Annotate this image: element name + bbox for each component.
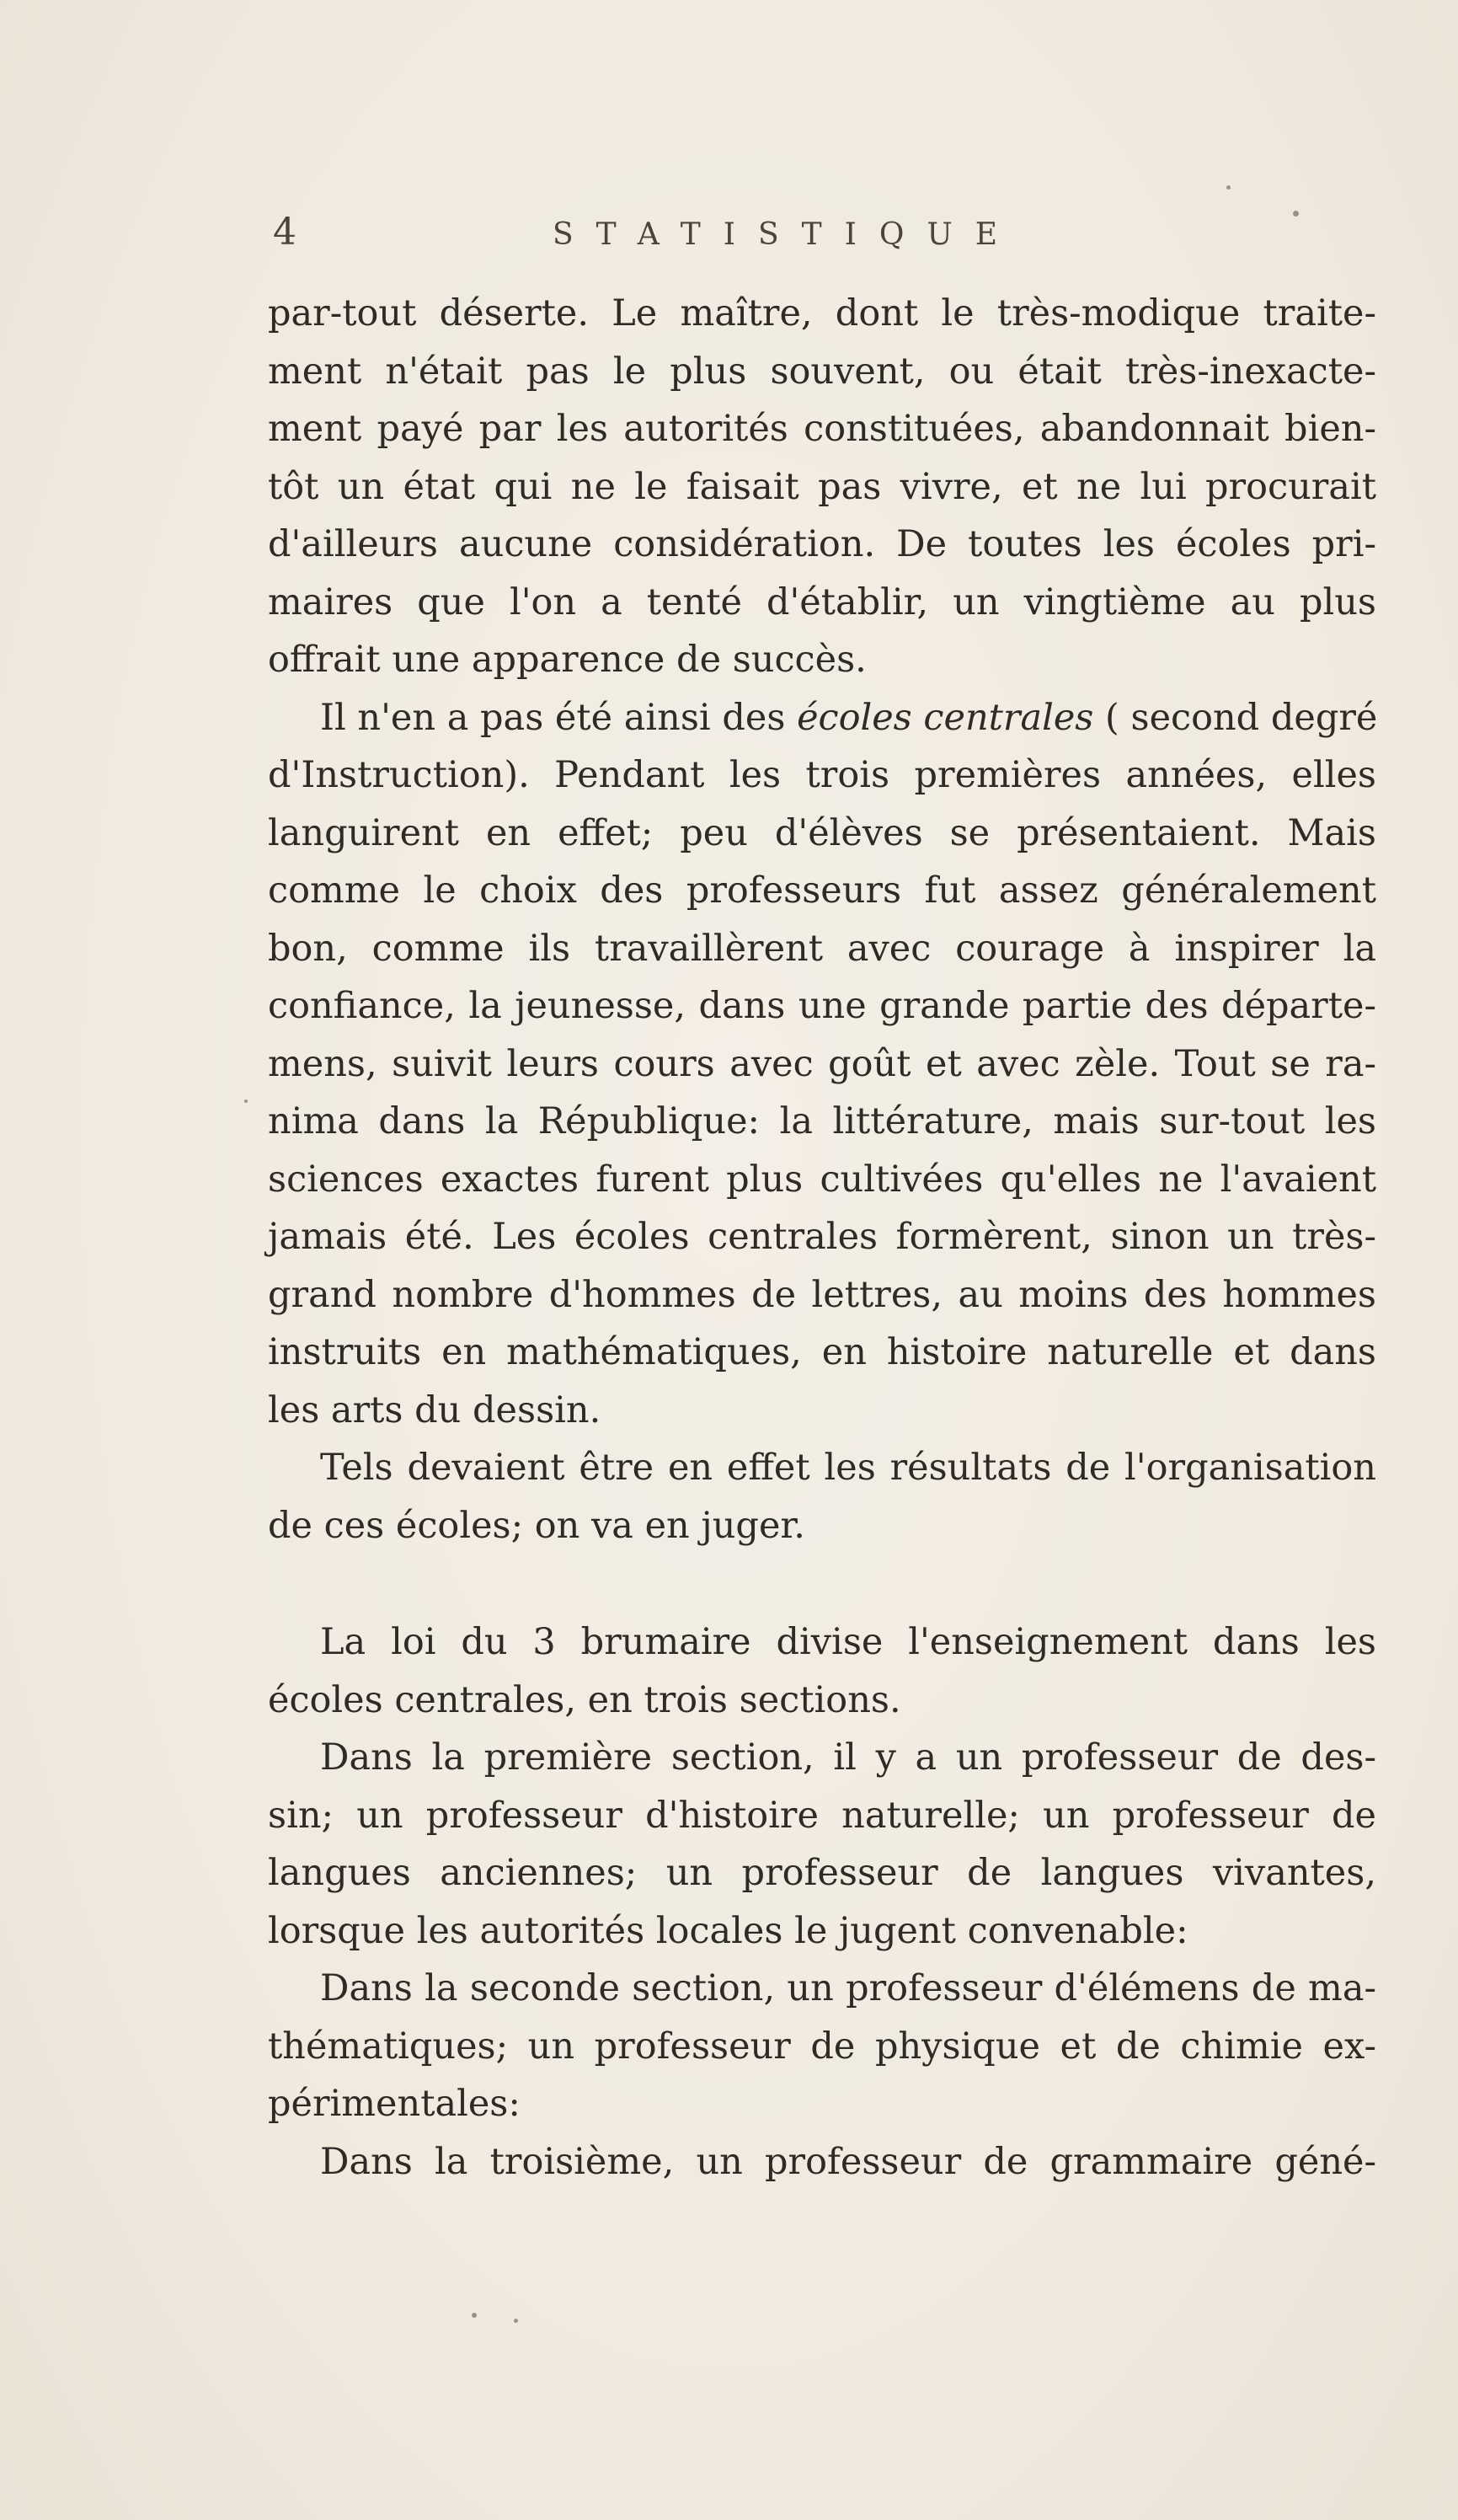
paper-speck xyxy=(514,2319,518,2323)
text-line: bon, comme ils travaillèrent avec courage à inspirer la xyxy=(268,927,1376,970)
text-line: d'ailleurs aucune considération. De toutes les écoles pri- xyxy=(268,523,1376,565)
text-line: offrait une apparence de succès. xyxy=(268,639,867,681)
section-gap xyxy=(268,1554,1376,1613)
text-line xyxy=(268,689,1376,747)
italic-term: écoles centrales xyxy=(797,696,1094,739)
text-span: Il n'en a pas été ainsi des xyxy=(320,696,798,739)
text-line: Dans la troisième, un professeur de grammaire géné- xyxy=(320,2140,1376,2183)
text-line: La loi du 3 brumaire divise l'enseignement dans les xyxy=(320,1621,1376,1663)
text-line: lorsque les autorités locales le jugent convenable: xyxy=(268,1909,1188,1952)
text-line: de ces écoles; on va en juger. xyxy=(268,1504,805,1547)
body-text xyxy=(268,285,1376,2191)
text-line: instruits en mathématiques, en histoire naturelle et dans xyxy=(268,1331,1376,1373)
text-line: ment n'était pas le plus souvent, ou était très-inexacte- xyxy=(268,350,1376,393)
text-line: Dans la première section, il y a un professeur de des- xyxy=(320,1736,1376,1779)
paper-speck xyxy=(1293,211,1299,217)
text-line: mens, suivit leurs cours avec goût et avec zèle. Tout se ra- xyxy=(268,1042,1376,1085)
text-line: Dans la seconde section, un professeur d'élémens de ma- xyxy=(320,1967,1376,2009)
text-line: périmentales: xyxy=(268,2083,521,2125)
text-line: d'Instruction). Pendant les trois premières années, elles xyxy=(268,754,1376,796)
text-span: ( second degré xyxy=(1093,696,1378,739)
paper-speck xyxy=(1226,185,1231,190)
text-line: jamais été. Les écoles centrales formèrent, sinon un très- xyxy=(268,1216,1376,1258)
text-line: écoles centrales, en trois sections. xyxy=(268,1678,901,1721)
text-line: nima dans la République: la littérature, mais sur-tout les xyxy=(268,1100,1376,1142)
text-line: Tels devaient être en effet les résultats de l'organisation xyxy=(320,1447,1376,1489)
text-line: sciences exactes furent plus cultivées qu'elles ne l'avaient xyxy=(268,1158,1376,1201)
text-line: sin; un professeur d'histoire naturelle; un professeur de xyxy=(268,1794,1376,1837)
text-line: languirent en effet; peu d'élèves se présentaient. Mais xyxy=(268,811,1376,854)
text-line: langues anciennes; un professeur de langues vivantes, xyxy=(268,1852,1376,1894)
text-line: grand nombre d'hommes de lettres, au moins des hommes xyxy=(268,1273,1376,1316)
text-line: comme le choix des professeurs fut assez généralement xyxy=(268,869,1376,912)
text-line: confiance, la jeunesse, dans une grande partie des départe- xyxy=(268,985,1376,1027)
page-number: 4 xyxy=(273,211,296,254)
running-head: STATISTIQUE xyxy=(553,217,1020,252)
paper-speck xyxy=(244,1099,248,1103)
text-line: maires que l'on a tenté d'établir, un vingtième au plus xyxy=(268,581,1376,623)
text-line: les arts du dessin. xyxy=(268,1388,601,1431)
text-line: thématiques; un professeur de physique et de chimie ex- xyxy=(268,2025,1376,2068)
text-line: ment payé par les autorités constituées, abandonnait bien- xyxy=(268,408,1376,450)
paper-speck xyxy=(472,2313,477,2318)
text-line: par-tout déserte. Le maître, dont le très-modique traite- xyxy=(268,292,1376,334)
text-line: tôt un état qui ne le faisait pas vivre, et ne lui procurait xyxy=(268,465,1376,508)
page-header xyxy=(268,211,1376,270)
